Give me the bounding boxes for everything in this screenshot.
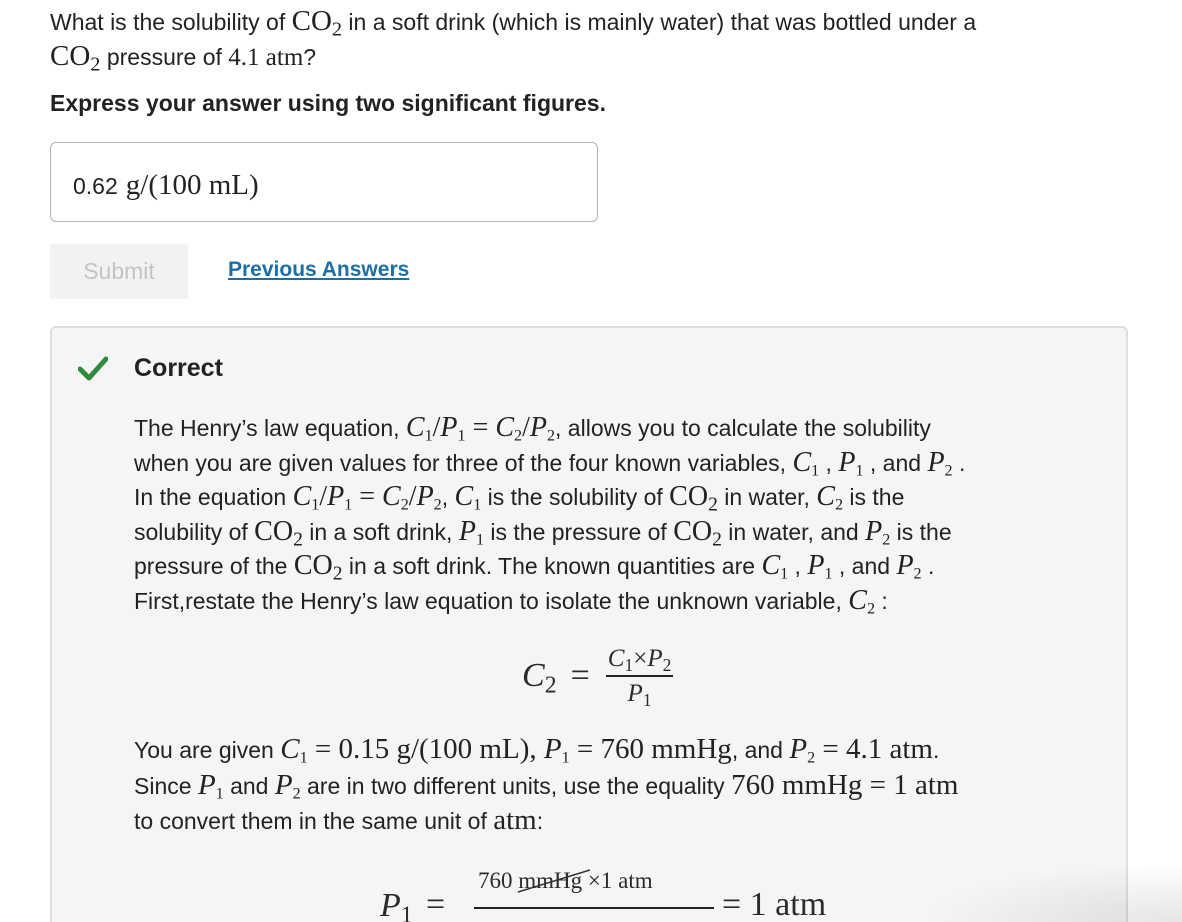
answer-instruction: Express your answer using two significant figures. bbox=[50, 90, 606, 116]
checkmark-icon bbox=[78, 356, 108, 382]
feedback-status: Correct bbox=[134, 354, 223, 382]
conversion-formula: $P_1$ = 760 mmHg ×1 atm = 1 atm bbox=[380, 868, 827, 922]
answer-value: 0.62 bbox=[73, 173, 118, 199]
submit-button[interactable]: Submit bbox=[50, 244, 188, 299]
given-values-text: You are given $C_1 = 0.15$ g/(100 mL), $P_1 = 760$ mmHg, and $P_2 = 4.1$ atm. Since $P_1$ and $P_2$ are in two different units, use the equality 760 mmHg = 1 atm to convert them in the same unit of atm: bbox=[134, 733, 959, 836]
henry-law-formula: $C_2$ = $\frac{C_1\times P_2}{P_1}$ bbox=[522, 645, 672, 710]
question-text: What is the solubility of $CO_2$ in a soft drink (which is mainly water) that was bottled under a $CO_2$ pressure of 4.1 atm? bbox=[50, 5, 977, 76]
cancelled-unit: mmHg bbox=[518, 868, 582, 894]
explanation-text: The Henry’s law equation, $C_1/P_1 = C_2/P_2$, allows you to calculate the solubility when you are given values for three of the four known variables, $C_1$ , $P_1$ , and $P_2$ . In the equation $C_1/P_1 = C_2/P_2$, $C_1$ is the solubility of $CO_2$ in water, $C_2$ is the solubility of $CO_2$ in a soft drink, $P_1$ is the pressure of $CO_2$ in water, and $P_2$ is the pressure of the $CO_2$ in a soft drink. The known quantities are $C_1$ , $P_1$ , and $P_2$ . First,restate the Henry’s law equation to isolate the unknown variable, $C_2$ : bbox=[134, 412, 966, 617]
answer-unit: g/(100 mL) bbox=[125, 169, 259, 201]
answer-field[interactable] bbox=[50, 142, 598, 222]
previous-answers-link[interactable]: Previous Answers bbox=[228, 258, 410, 281]
